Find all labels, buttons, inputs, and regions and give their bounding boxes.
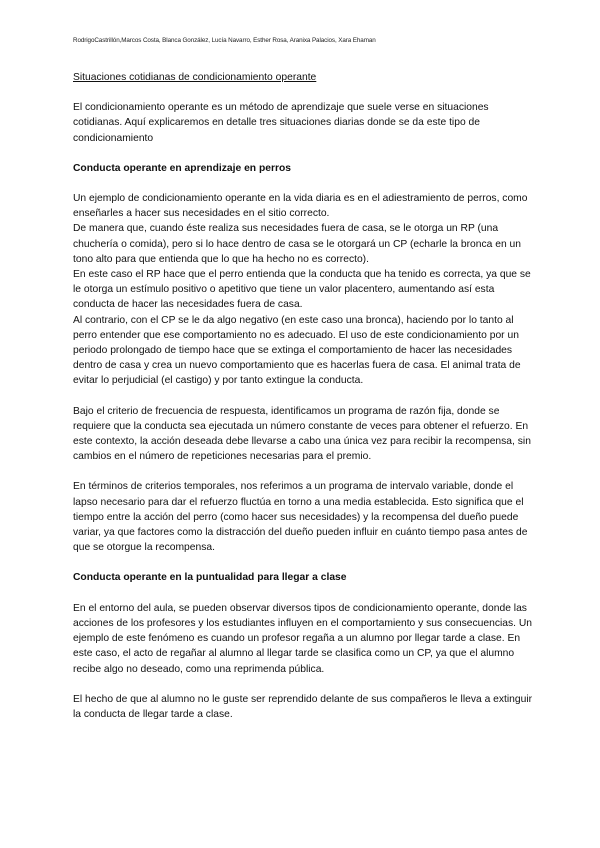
paragraph: Un ejemplo de condicionamiento operante en la vida diaria es en el adiestramiento de perros, como enseñarles a hacer sus necesidades en el sitio correcto. — [73, 193, 528, 220]
paragraph: En términos de criterios temporales, nos referimos a un programa de intervalo variable, donde el lapso necesario para dar el refuerzo fluctúa en torno a una media establecida. Esto significa que el tiempo entre la acción del perro (como hacer sus necesidades) y la recompensa del dueño puede variar, ya que factores como la distracción del dueño pueden influir en cuánto tiempo pasa antes de que se otorgue la recompensa. — [73, 481, 528, 554]
authors-header: RodrigoCastrillón,Marcos Costa, Blanca González, Lucía Navarro, Esther Rosa, Aranixa Palacios, Xara Ehaman — [73, 37, 376, 44]
section-heading-perros: Conducta operante en aprendizaje en perros — [73, 162, 291, 174]
paragraph: En este caso el RP hace que el perro entienda que la conducta que ha tenido es correcta, ya que se le otorga un estímulo positivo o apetitivo que tiene un valor placentero, aumentando así esta conducta de hacer las necesidades fuera de casa. — [73, 269, 531, 311]
intro-paragraph: El condicionamiento operante es un método de aprendizaje que suele verse en situaciones cotidianas. Aquí explicaremos en detalle tres situaciones diarias donde se da este tipo de condicionamiento — [73, 102, 489, 144]
paragraph: Al contrario, con el CP se le da algo negativo (en este caso una bronca), haciendo por lo tanto al perro entender que ese comportamiento no es adecuado. El uso de este condicionamiento por un periodo prolongado de tiempo hace que se extinga el comportamiento de hacer las necesidades dentro de casa y crea un nuevo comportamiento que es hacerlas fuera de casa. El animal trata de evitar lo perjudicial (el castigo) y por tanto extingue la conducta. — [73, 314, 521, 387]
paragraph: En el entorno del aula, se pueden observar diversos tipos de condicionamiento operante, donde las acciones de los profesores y los estudiantes influyen en el comportamiento y sus consecuencias. Un ejemplo de este fenómeno es cuando un profesor regaña a un alumno por llegar tarde a clase. En este caso, el acto de regañar al alumno al llegar tarde se clasifica como un CP, ya que el alumno recibe algo no deseado, como una reprimenda pública. — [73, 602, 533, 675]
section-heading-puntualidad: Conducta operante en la puntualidad para llegar a clase — [73, 572, 347, 584]
paragraph: De manera que, cuando éste realiza sus necesidades fuera de casa, se le otorga un RP (una chuchería o comida), pero si lo hace dentro de casa se le otorgará un CP (echarle la bronca en un tono alto para que entienda que lo que ha hecho no es correcto). — [73, 223, 521, 265]
paragraph: El hecho de que al alumno no le guste ser reprendido delante de sus compañeros le lleva a extinguir la conducta de llegar tarde a clase. — [73, 693, 533, 720]
document-body — [73, 70, 533, 722]
paragraph: Bajo el criterio de frecuencia de respuesta, identificamos un programa de razón fija, donde se requiere que la conducta sea ejecutada un número constante de veces para obtener el refuerzo. En este contexto, la acción deseada debe llevarse a cabo una única vez para recibir la recompensa, sin cambios en el número de repeticiones necesarias para el premio. — [73, 405, 531, 463]
document-title: Situaciones cotidianas de condicionamiento operante — [73, 72, 317, 83]
